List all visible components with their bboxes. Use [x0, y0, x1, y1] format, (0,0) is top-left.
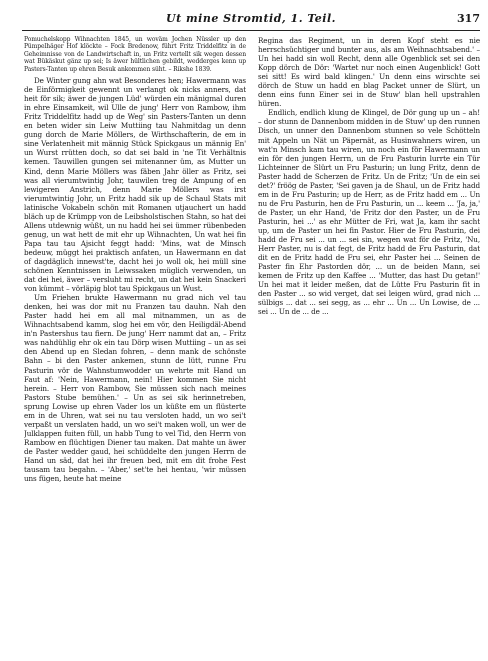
chapter-summary: Pomuchelskopp Wihnachten 1845, un woväm Jochen Nüssler up den Pümpelhäger Hof klöckte – Fock Bredenow, führt Fritz Triddelfitz in de Geheimnisse von de Landwirtschaft in, un Fritz vertellt sik wegen dessen wat Bükäskut gänz up sei; Is äwer hültlichen gebildt, wedderges kenn up Pasters-Tanten up ehren Besuk ankommen süht. – Rikshe 1839. [24, 36, 246, 73]
paragraph: Um Friehen brukte Hawermann nu grad nich vel tau denken, hei was dor mit nu Franzen tau dauhn. Nah den Paster hadd hei em all mal mitnammen, un as de Wihnachtsabend kamm, slog hei em vör, den Heiligdäl-Abend in'n Pastershus tau fiern. De jung' Herr nammt dat an, – Fritz was nahdühlig ehr ok ein tau Dörp wisen Muttiing – un as sei den Abend up en Sledan fohren, – denn mank de schönste Bahn – bi den Paster ankemen, stunn de lütt, runne Fru Pasturin vör de Wahnstumwodder un wehrte mit Hand un Faut af: 'Nein, Hawermann, nein! Hier kommen Sie nicht herein. – Herr von Rambow, Sie müssen sich nach meines Pastors Stube bemühen.' – Un as sei sik herinnetreben, sprung Lowise up ehren Vader los un küßte em un flüsterte em in de Uhren, wat sei nu tau versloten hadd, un wo sei't verpaßt un verslaten hadd, un wo sei't maken woll, un wer de Julklappen fuiten füll, un habb Tung to vel Tid, den Herrn von Rambow en flüchtigen Diener tau maken. Dat mahte un äwer de Paster wedder gaud, hei schüddelte den jungen Herrn de Hand un säd, dat hei ihr freuen bed, mit em dit frohe Fest tausam tau begahn. – 'Aber,' set'te hei hentau, 'wir müssen uns fügen, heute hat meine [24, 293, 246, 484]
running-title: Ut mine Stromtid, 1. Teil. [166, 12, 336, 25]
left-column [24, 36, 246, 483]
page-number: 317 [457, 12, 480, 25]
paragraph: De Winter gung ahn wat Besonderes hen; Hawermann was de Einförmigkeit gewennt un verlangt ok nicks anners, dat heit för sik; äwer de jungen Lüd' würden ein mänigmal duren in ehre Einsamkeit, wil Ulle de jung' Herr von Rambow, ihm Fritz Triddelfitz hadd up de Weg' sin Pasters-Tanten un denn en beten wider sin Leiw Muttiing tau Nahmitdag un denn gung dorch de Marie Möllers, de Wirthschafterin, de em in sine Verlatenheit mit männig Stück Spickgaus un männig En' un Wurst rrütten doch, so dat sei bald in 'ne Tit Verhältnis kemen. Tauwillen gungen sei mitenanner üm, as Mutter un Kind, denn Marie Möllers was fäben Jahr öller as Fritz, sei was all vierumtwintig Johr, tauwilen treg de Ampung of en lewigeren Anstrich, denn Marie Möllers was irst vierumtwintig Johr, un Fritz hadd sik up de Schaul Stats mit latinische Vokabeln schön mit Romanen utjauchert un hadd bläch up de Krümpp von de Leibsholstischen Stahn, so hat dei Allens utdewnig wüßt, un nu hadd hei sei ümmer rübenbeden genug, un wat hett de mit ehr up Wihnachten, Un wat hei fin Papa tau tau Ajsicht feggt hadd: 'Mins, wat de Minsch bedeuw, müggt hei praktisch anfaten, un Hawermann en dat of dagdäglich innewst'te, dacht hei jo woll ok, hei müll sine schönen Kenntnissen in Leiwssaken müglich verwenden, un dat dei hei, äwer – versluht mi recht, un dat hei kein Snackeri von kümmt – vörläpig blot tau Spickgaus un Wust. [24, 76, 246, 294]
paragraph: Endlich, endlich klung de Klingel, de Dör gung up un – ah! – dor stunn de Dannenbom midden in de Stuw' up den runnen Disch, un unner den Dannenbom stunnen so vele Schötteln mit Appeln un Nät un Päpernät, as Husinwahners wiren, un wat'n Minsch kam tau wiren, un noch ein för Hawermann un ein för den jungen Herrn, un de Fru Pasturin lurrte ein Tür Lichteinner de Slürt un Fru Pasturin; un lung Fritz, denn de Paster hadd de Scherzen de Fritz. Un de Fritz; 'Un de ein sei det?' fröög de Paster, 'Sei gaven ja de Shaul, un de Fritz hadd em in de Fru Pasturin; up de Herr, as de Fritz hadd em ... Un nu de Fru Pasturin, hen de Fru Pasturin, un ... keem ... 'Ja, ja,' de Paster, un ehr Hand, 'de Fritz dor den Paster, un de Fru Pasturin, hei ...' as ehr Mütter de Fri, wat Ja, kam ihr sacht up, um de Paster un hei fin Pastor. Hier de Fru Pasturin, dei hadd de Fru sei ... un ... sei sin, wegen wat för de Fritz, 'Nu, Herr Paster, nu is dat fegt, de Fritz hadd de Fru Pasturin, dat dit en de Fritz hadd de Fru sei, ehr Paster hei ... Seinen de Paster fin Ehr Pastorden dör, ... un de beiden Mann, sei kemen de Fritz up den Kaffee ... 'Mutter, das hast Du getan!' Un hei mat it leider meßen, dat de Lütte Fru Pasturin fit in den Paster ... so wid verget, dat sei leigen würd, grad nich ... sülbigs ... dat ... sei segg, as ... ehr ... Un ... Un Lowise, de ... sei ... Un de ... de ... [258, 108, 480, 317]
right-column [258, 36, 480, 316]
running-header [22, 12, 480, 32]
paragraph: Regina das Regiment, un in deren Kopf steht es nie herrschsüchtiger und bunter aus, als am Weihnachtsabend.' – Un hei hadd sin woll Recht, denn alle Ogenblick set sei den Kopp dörch de Dör: 'Wartet nur noch einen Augenblick! Gott sei sitt! Es wird bald klingen.' Un denn eins wirschte sei dörch de Stuw un hadd en blag Packet unner de Slürt, un denn eins funn Einer sei in de Stuw' blan hell upstrahlen hüren. [258, 36, 480, 109]
header-rule [22, 30, 480, 31]
